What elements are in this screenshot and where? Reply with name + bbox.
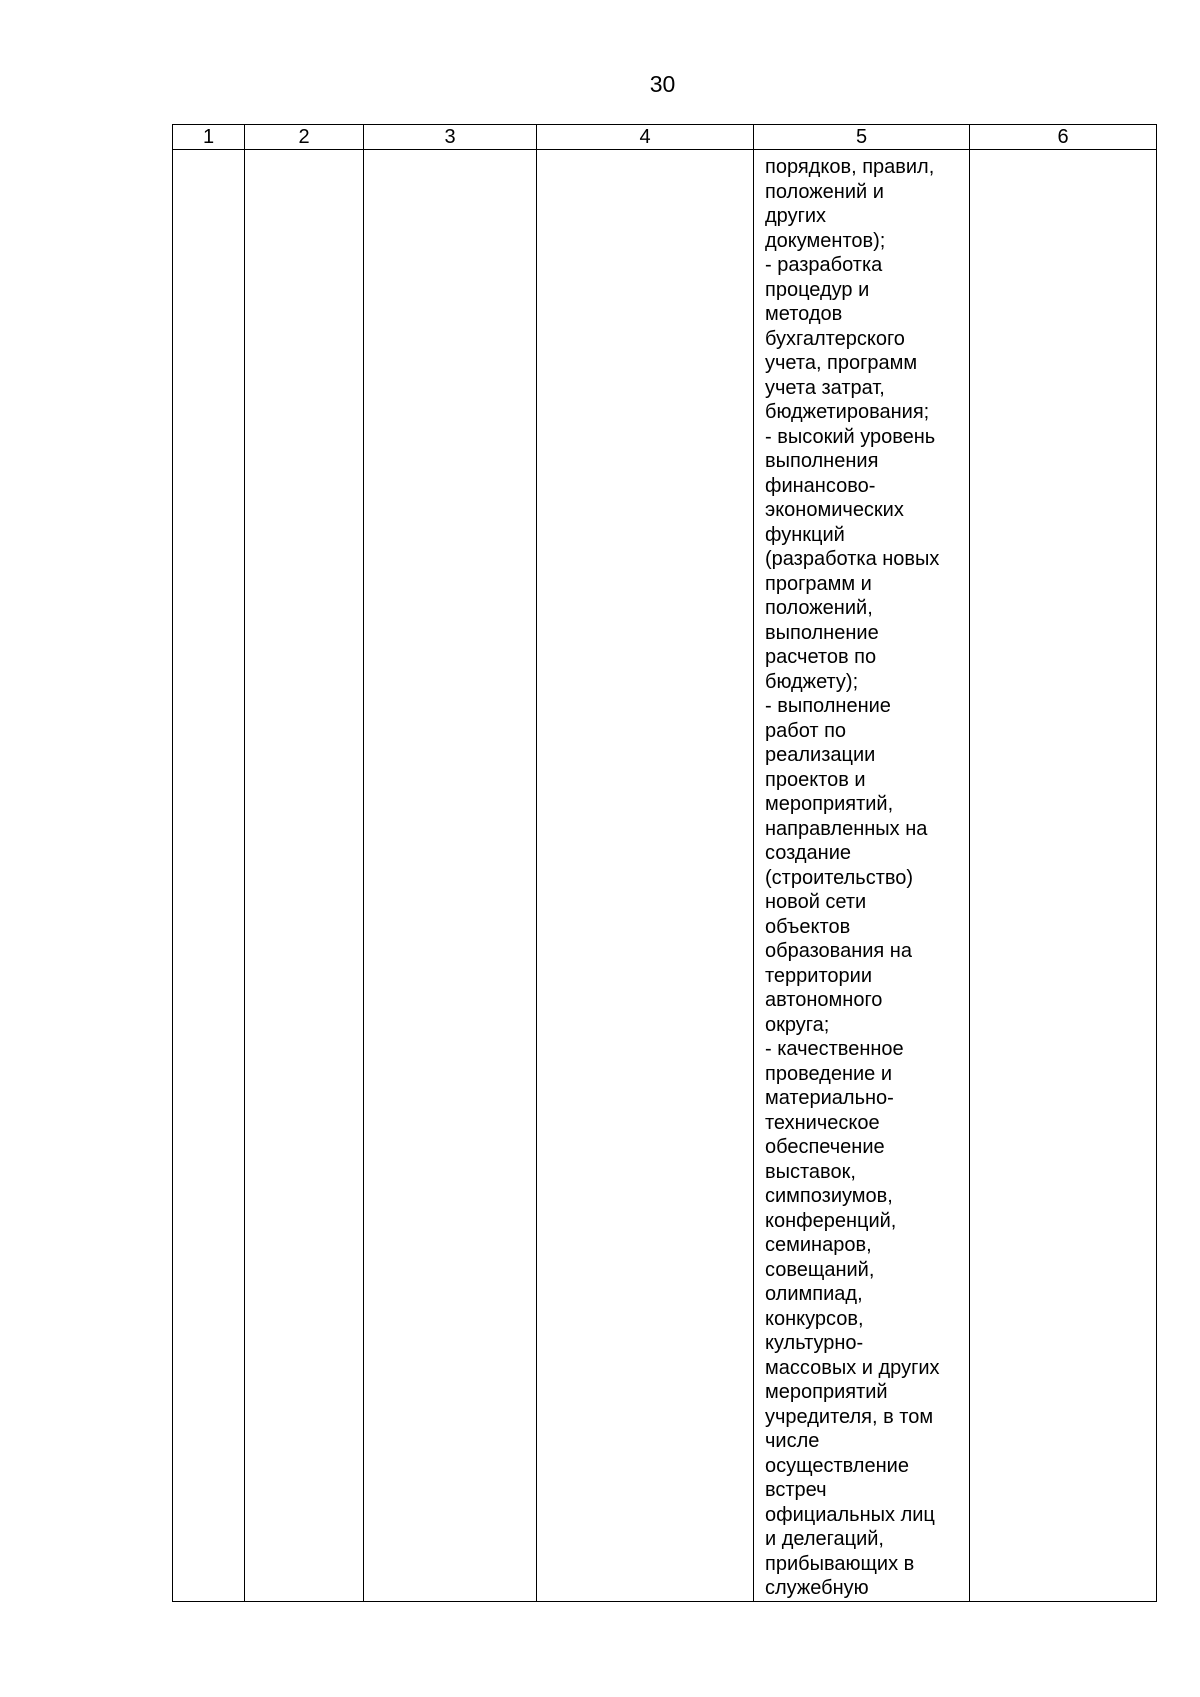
column-header-5: 5 xyxy=(754,125,970,150)
cell-col4-text xyxy=(537,150,753,155)
column-header-1: 1 xyxy=(173,125,245,150)
column-header-6: 6 xyxy=(970,125,1157,150)
cell-col6-text xyxy=(970,150,1156,155)
cell-col1-text xyxy=(173,150,244,155)
cell-col2 xyxy=(245,150,364,1602)
cell-col2-text xyxy=(245,150,363,155)
cell-col5 xyxy=(754,150,970,1602)
cell-col1 xyxy=(173,150,245,1602)
table-header-row xyxy=(173,125,1157,150)
page-number: 30 xyxy=(649,71,676,97)
cell-col3-text xyxy=(364,150,536,155)
cell-col3 xyxy=(364,150,537,1602)
column-header-3: 3 xyxy=(364,125,537,150)
column-header-4: 4 xyxy=(537,125,754,150)
cell-col5-text: порядков, правил, положений и других документов); - разработка процедур и методов бухгалтерского учета, программ учета затрат, бюджетирования; - высокий уровень выполнения финансово- экономических функций (разработка новых программ и положений, выполнение расчетов по бюджету); - выполнение работ по реализации проектов и мероприятий, направленных на создание (строительство) новой сети объектов образования на территории автономного округа; - качественное проведение и материально- техническое обеспечение выставок, симпозиумов, конференций, семинаров, совещаний, олимпиад, конкурсов, культурно- массовых и других мероприятий учредителя, в том числе осуществление встреч официальных лиц и делегаций, прибывающих в служебную xyxy=(765,156,940,1599)
document-table xyxy=(172,124,1157,1602)
cell-col4 xyxy=(537,150,754,1602)
column-header-2: 2 xyxy=(245,125,364,150)
table-row xyxy=(173,150,1157,1602)
cell-col6 xyxy=(970,150,1157,1602)
